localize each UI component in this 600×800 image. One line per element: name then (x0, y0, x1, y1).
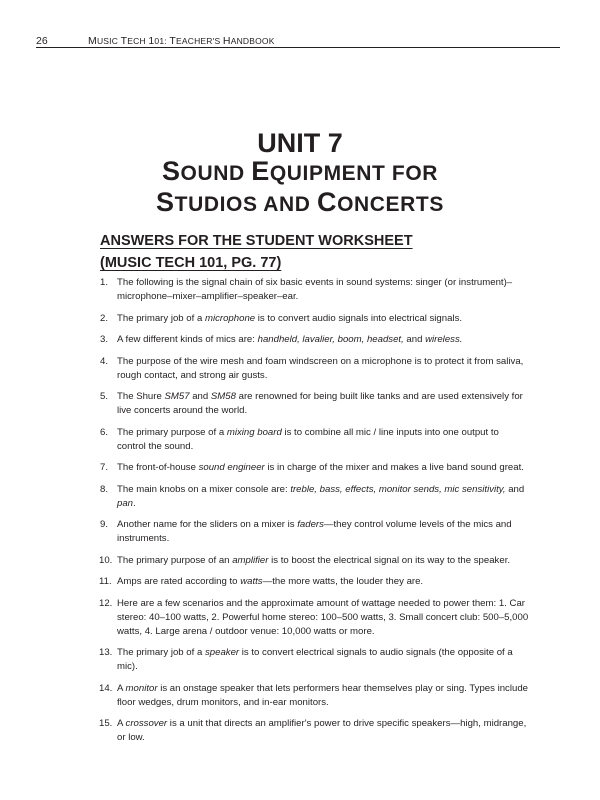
answers-list (100, 276, 530, 753)
answer-term: handheld, lavalier, boom, headset, (257, 334, 404, 345)
answer-text: The main knobs on a mixer console are: (117, 483, 291, 495)
book-title: MUSIC TECH 101: TEACHER'S HANDBOOK (88, 35, 275, 47)
answer-text: The primary job of a (117, 647, 205, 658)
answer-item (100, 717, 530, 745)
answer-term: microphone (204, 312, 256, 324)
answer-text: is to combine all mic / line inputs into one output to control the sound. (117, 426, 499, 452)
answer-text: is to convert electrical signals to audio signals (the opposite of a mic). (117, 647, 513, 672)
answer-term: sound engineer (198, 462, 265, 473)
answer-item (100, 312, 530, 326)
running-header (36, 35, 560, 48)
answer-text: A (117, 682, 126, 694)
answer-text: A few different kinds of mics are: (117, 334, 258, 345)
answer-number: 4. (100, 355, 109, 367)
section-heading-line-2: (MUSIC TECH 101, PG. 77) (100, 255, 282, 271)
answer-number: 15. (99, 718, 113, 729)
answer-term: crossover (125, 718, 168, 729)
chapter-title-line-2: STUDIOS AND CONCERTS (156, 187, 444, 217)
answer-term: faders (297, 519, 324, 530)
answer-text: —they control volume levels of the mics and instruments. (117, 519, 512, 544)
answer-number: 2. (100, 312, 109, 324)
section-heading (100, 230, 413, 274)
answer-text: Amps are rated according to (117, 576, 241, 587)
answer-number: 11. (99, 576, 112, 587)
answer-number: 6. (100, 426, 109, 438)
answer-number: 8. (100, 483, 109, 495)
answer-item (100, 518, 530, 546)
answer-item (100, 426, 530, 454)
answer-text: and (189, 391, 211, 402)
answer-text: are renowned for being built like tanks and are used extensively for live concerts around the world. (117, 391, 523, 416)
answer-text: A (117, 718, 126, 729)
answer-item (100, 461, 530, 475)
answer-text: The primary purpose of a (117, 426, 227, 438)
answer-number: 7. (100, 462, 109, 473)
answer-text: The Shure (117, 391, 165, 402)
answer-text: The purpose of the wire mesh and foam windscreen on a microphone is to protect it from saliva, rough contact, and strong air gusts. (117, 355, 524, 381)
answer-text: The front-of-house (117, 462, 199, 473)
answer-text: Another name for the sliders on a mixer is (117, 519, 298, 530)
answer-text: The primary purpose of an (117, 554, 233, 566)
answer-term: speaker (204, 647, 240, 658)
answer-text: is an onstage speaker that lets performers hear themselves play or sing. Types include floor wedges, drum monitors, and in-ear monitors. (117, 682, 528, 708)
answer-text: The primary job of a (117, 312, 205, 324)
answer-number: 5. (100, 391, 109, 402)
answer-item (100, 483, 530, 511)
answer-number: 14. (99, 682, 113, 694)
unit-title: UNIT 7 (257, 128, 343, 158)
answer-text: and (403, 334, 426, 345)
answer-text: is to convert audio signals into electrical signals. (255, 312, 463, 324)
answer-item (100, 575, 530, 589)
answer-term: watts (240, 576, 263, 587)
section-heading-line-1: ANSWERS FOR THE STUDENT WORKSHEET (100, 233, 413, 249)
answer-term: monitor (125, 682, 158, 694)
answer-text: —the more watts, the louder they are. (262, 576, 424, 587)
answer-item (100, 390, 530, 418)
answer-term: amplifier (232, 554, 269, 566)
answer-text: is in charge of the mixer and makes a live band sound great. (264, 462, 524, 473)
answer-number: 9. (100, 519, 109, 530)
answer-item (100, 276, 530, 304)
chapter-title (0, 157, 600, 219)
answer-term: SM57 (164, 391, 190, 402)
answer-item (100, 554, 530, 568)
answer-text: is to boost the electrical signal on its way to the speaker. (268, 554, 511, 566)
chapter-title-line-1: SOUND EQUIPMENT FOR (161, 156, 439, 186)
answer-term: treble, bass, effects, monitor sends, mic sensitivity, (290, 483, 506, 495)
answer-text: . (133, 497, 136, 509)
answer-term: mixing board (226, 426, 282, 438)
answer-term: wireless. (425, 334, 463, 345)
answer-text: Here are a few scenarios and the approximate amount of wattage needed to power them: 1. Car stereo: 40–100 watts, 2. Powerful home stereo: 100–500 watts, 3. Small concert club: 500–5,000 watts, 4. Large arena / outdoor venue: 10,000 watts or more. (117, 597, 529, 637)
page-number: 26 (36, 35, 48, 47)
answer-item (100, 597, 530, 639)
answer-item (100, 355, 530, 383)
answer-term: SM58 (210, 391, 236, 402)
answer-number: 13. (99, 647, 113, 658)
answer-number: 12. (99, 597, 113, 609)
answer-number: 10. (99, 554, 113, 566)
answer-item (100, 646, 530, 674)
answer-text: The following is the signal chain of six basic events in sound systems: singer (or instrument)–microphone–mixer–amplifier–speaker–ear. (117, 277, 513, 302)
answer-number: 3. (100, 334, 109, 345)
answer-text: and (505, 483, 525, 495)
answer-term: pan (117, 497, 134, 509)
answer-item (100, 682, 530, 710)
answer-item (100, 333, 530, 347)
answer-text: is a unit that directs an amplifier's power to drive specific speakers—high, midrange, or low. (117, 718, 527, 743)
answer-number: 1. (100, 277, 109, 288)
